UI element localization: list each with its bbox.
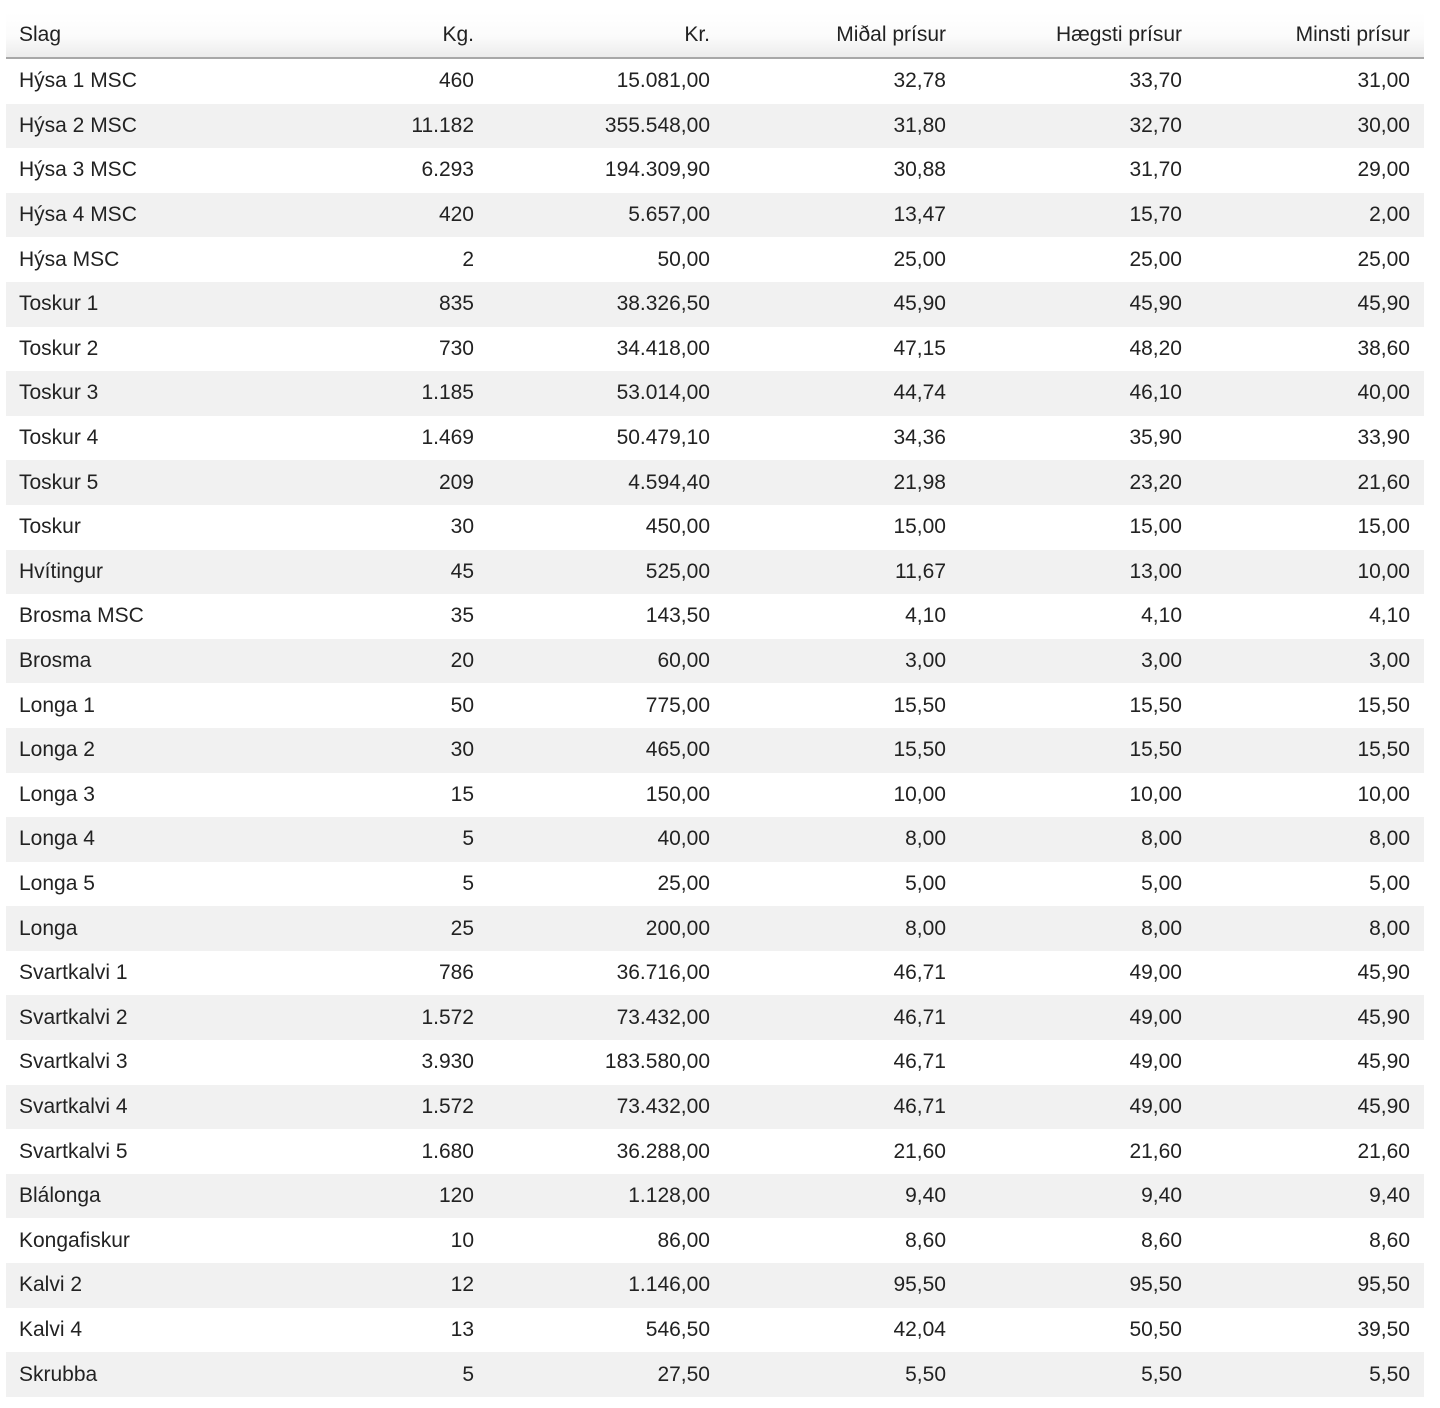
cell-haegsti-prisur: 45,90 [960,282,1196,327]
cell-slag: Hýsa 4 MSC [6,193,252,238]
table-row [6,282,1424,327]
cell-midal-prisur: 47,15 [724,327,960,372]
cell-minsti-prisur: 21,60 [1196,1129,1424,1174]
cell-kr: 53.014,00 [488,371,724,416]
cell-slag: Longa [6,906,252,951]
cell-kg: 5 [252,862,488,907]
cell-kg: 15 [252,773,488,818]
cell-midal-prisur: 21,98 [724,460,960,505]
table-row [6,237,1424,282]
table-row [6,1218,1424,1263]
cell-haegsti-prisur: 35,90 [960,416,1196,461]
cell-haegsti-prisur: 3,00 [960,639,1196,684]
cell-slag: Kalvi 4 [6,1308,252,1353]
cell-slag: Toskur [6,505,252,550]
cell-midal-prisur: 45,90 [724,282,960,327]
cell-slag: Longa 1 [6,683,252,728]
cell-haegsti-prisur: 15,50 [960,728,1196,773]
cell-haegsti-prisur: 13,00 [960,550,1196,595]
table-row [6,460,1424,505]
table-row [6,193,1424,238]
cell-slag: Skrubba [6,1352,252,1397]
table-row [6,817,1424,862]
cell-slag: Hýsa MSC [6,237,252,282]
cell-kg: 25 [252,906,488,951]
cell-slag: Hýsa 2 MSC [6,104,252,149]
table-row [6,1308,1424,1353]
cell-midal-prisur: 15,50 [724,683,960,728]
table-row [6,148,1424,193]
cell-slag: Svartkalvi 2 [6,995,252,1040]
cell-slag: Toskur 2 [6,327,252,372]
cell-minsti-prisur: 45,90 [1196,1040,1424,1085]
cell-kr: 36.288,00 [488,1129,724,1174]
cell-kg: 12 [252,1263,488,1308]
cell-haegsti-prisur: 31,70 [960,148,1196,193]
table-row [6,951,1424,996]
table-row [6,550,1424,595]
cell-slag: Toskur 1 [6,282,252,327]
cell-midal-prisur: 4,10 [724,594,960,639]
cell-minsti-prisur: 40,00 [1196,371,1424,416]
cell-kg: 20 [252,639,488,684]
table-row [6,58,1424,104]
cell-kg: 730 [252,327,488,372]
table-row [6,416,1424,461]
cell-slag: Longa 5 [6,862,252,907]
cell-kr: 4.594,40 [488,460,724,505]
cell-kr: 34.418,00 [488,327,724,372]
cell-midal-prisur: 21,60 [724,1129,960,1174]
cell-minsti-prisur: 95,50 [1196,1263,1424,1308]
cell-midal-prisur: 42,04 [724,1308,960,1353]
cell-kg: 30 [252,505,488,550]
cell-midal-prisur: 13,47 [724,193,960,238]
cell-midal-prisur: 44,74 [724,371,960,416]
cell-kg: 6.293 [252,148,488,193]
cell-slag: Blálonga [6,1174,252,1219]
cell-minsti-prisur: 15,50 [1196,683,1424,728]
cell-midal-prisur: 8,60 [724,1218,960,1263]
cell-kr: 5.657,00 [488,193,724,238]
column-header-kr[interactable]: Kr. [488,12,724,58]
table-row [6,995,1424,1040]
cell-kg: 1.680 [252,1129,488,1174]
cell-kg: 209 [252,460,488,505]
cell-slag: Kalvi 2 [6,1263,252,1308]
cell-minsti-prisur: 10,00 [1196,550,1424,595]
cell-midal-prisur: 8,00 [724,817,960,862]
cell-kg: 1.572 [252,995,488,1040]
cell-midal-prisur: 5,50 [724,1352,960,1397]
cell-haegsti-prisur: 4,10 [960,594,1196,639]
table-row [6,327,1424,372]
cell-minsti-prisur: 45,90 [1196,282,1424,327]
cell-midal-prisur: 8,00 [724,906,960,951]
cell-minsti-prisur: 8,60 [1196,1218,1424,1263]
cell-minsti-prisur: 15,50 [1196,728,1424,773]
cell-kr: 40,00 [488,817,724,862]
table-row [6,1085,1424,1130]
cell-kr: 194.309,90 [488,148,724,193]
cell-slag: Longa 4 [6,817,252,862]
cell-slag: Svartkalvi 5 [6,1129,252,1174]
cell-haegsti-prisur: 5,50 [960,1352,1196,1397]
cell-minsti-prisur: 30,00 [1196,104,1424,149]
cell-minsti-prisur: 10,00 [1196,773,1424,818]
cell-minsti-prisur: 8,00 [1196,906,1424,951]
cell-kg: 835 [252,282,488,327]
cell-slag: Svartkalvi 3 [6,1040,252,1085]
cell-minsti-prisur: 9,40 [1196,1174,1424,1219]
cell-haegsti-prisur: 32,70 [960,104,1196,149]
cell-kg: 5 [252,817,488,862]
cell-slag: Svartkalvi 4 [6,1085,252,1130]
cell-minsti-prisur: 33,90 [1196,416,1424,461]
cell-minsti-prisur: 45,90 [1196,1085,1424,1130]
cell-kr: 60,00 [488,639,724,684]
cell-haegsti-prisur: 5,00 [960,862,1196,907]
cell-kr: 36.716,00 [488,951,724,996]
cell-haegsti-prisur: 9,40 [960,1174,1196,1219]
column-header-minsti-prisur[interactable]: Minsti prísur [1196,12,1424,58]
cell-slag: Kongafiskur [6,1218,252,1263]
cell-kg: 30 [252,728,488,773]
column-header-midal-prisur[interactable]: Miðal prísur [724,12,960,58]
cell-midal-prisur: 31,80 [724,104,960,149]
cell-slag: Longa 2 [6,728,252,773]
cell-midal-prisur: 15,50 [724,728,960,773]
cell-slag: Brosma MSC [6,594,252,639]
cell-kg: 11.182 [252,104,488,149]
cell-minsti-prisur: 39,50 [1196,1308,1424,1353]
cell-haegsti-prisur: 8,60 [960,1218,1196,1263]
cell-kr: 1.128,00 [488,1174,724,1219]
cell-haegsti-prisur: 10,00 [960,773,1196,818]
cell-kr: 150,00 [488,773,724,818]
cell-minsti-prisur: 5,00 [1196,862,1424,907]
column-header-kg[interactable]: Kg. [252,12,488,58]
cell-haegsti-prisur: 49,00 [960,1040,1196,1085]
cell-kr: 183.580,00 [488,1040,724,1085]
cell-kg: 35 [252,594,488,639]
cell-haegsti-prisur: 49,00 [960,995,1196,1040]
cell-kr: 143,50 [488,594,724,639]
cell-midal-prisur: 30,88 [724,148,960,193]
cell-haegsti-prisur: 49,00 [960,1085,1196,1130]
column-header-slag[interactable]: Slag [6,12,252,58]
cell-minsti-prisur: 5,50 [1196,1352,1424,1397]
cell-haegsti-prisur: 33,70 [960,58,1196,104]
cell-minsti-prisur: 3,00 [1196,639,1424,684]
cell-kr: 73.432,00 [488,995,724,1040]
table-row [6,862,1424,907]
table-row [6,906,1424,951]
cell-slag: Hýsa 3 MSC [6,148,252,193]
cell-haegsti-prisur: 48,20 [960,327,1196,372]
table-row [6,773,1424,818]
cell-minsti-prisur: 4,10 [1196,594,1424,639]
price-table [6,12,1424,1397]
cell-kr: 200,00 [488,906,724,951]
table-row [6,1263,1424,1308]
cell-midal-prisur: 9,40 [724,1174,960,1219]
cell-midal-prisur: 10,00 [724,773,960,818]
cell-kg: 786 [252,951,488,996]
cell-kg: 420 [252,193,488,238]
cell-slag: Svartkalvi 1 [6,951,252,996]
cell-kr: 50.479,10 [488,416,724,461]
cell-kr: 465,00 [488,728,724,773]
table-row [6,728,1424,773]
table-row [6,1174,1424,1219]
cell-minsti-prisur: 29,00 [1196,148,1424,193]
cell-kg: 50 [252,683,488,728]
table-row [6,594,1424,639]
cell-haegsti-prisur: 46,10 [960,371,1196,416]
table-row [6,1352,1424,1397]
cell-haegsti-prisur: 15,00 [960,505,1196,550]
cell-kr: 86,00 [488,1218,724,1263]
table-body [6,58,1424,1397]
cell-kr: 38.326,50 [488,282,724,327]
cell-kg: 5 [252,1352,488,1397]
table-header [6,12,1424,58]
cell-minsti-prisur: 8,00 [1196,817,1424,862]
cell-kr: 546,50 [488,1308,724,1353]
cell-kr: 27,50 [488,1352,724,1397]
cell-midal-prisur: 5,00 [724,862,960,907]
cell-minsti-prisur: 25,00 [1196,237,1424,282]
cell-slag: Hýsa 1 MSC [6,58,252,104]
cell-kr: 450,00 [488,505,724,550]
cell-kr: 50,00 [488,237,724,282]
cell-haegsti-prisur: 49,00 [960,951,1196,996]
table-row [6,1040,1424,1085]
cell-kg: 2 [252,237,488,282]
cell-haegsti-prisur: 15,70 [960,193,1196,238]
cell-midal-prisur: 95,50 [724,1263,960,1308]
cell-haegsti-prisur: 95,50 [960,1263,1196,1308]
cell-midal-prisur: 32,78 [724,58,960,104]
cell-kg: 460 [252,58,488,104]
cell-minsti-prisur: 2,00 [1196,193,1424,238]
cell-minsti-prisur: 38,60 [1196,327,1424,372]
cell-minsti-prisur: 45,90 [1196,995,1424,1040]
cell-midal-prisur: 15,00 [724,505,960,550]
price-table-container [6,12,1424,1397]
cell-kg: 1.572 [252,1085,488,1130]
cell-midal-prisur: 46,71 [724,1040,960,1085]
cell-minsti-prisur: 21,60 [1196,460,1424,505]
cell-kg: 10 [252,1218,488,1263]
cell-slag: Brosma [6,639,252,684]
cell-midal-prisur: 46,71 [724,1085,960,1130]
cell-midal-prisur: 25,00 [724,237,960,282]
column-header-haegsti-prisur[interactable]: Hægsti prísur [960,12,1196,58]
cell-minsti-prisur: 31,00 [1196,58,1424,104]
cell-haegsti-prisur: 8,00 [960,817,1196,862]
cell-kg: 1.469 [252,416,488,461]
table-row [6,505,1424,550]
cell-kr: 355.548,00 [488,104,724,149]
table-row [6,371,1424,416]
header-row [6,12,1424,58]
cell-kg: 3.930 [252,1040,488,1085]
cell-slag: Longa 3 [6,773,252,818]
cell-midal-prisur: 46,71 [724,951,960,996]
cell-haegsti-prisur: 50,50 [960,1308,1196,1353]
table-row [6,104,1424,149]
cell-haegsti-prisur: 21,60 [960,1129,1196,1174]
table-row [6,639,1424,684]
cell-slag: Hvítingur [6,550,252,595]
cell-midal-prisur: 34,36 [724,416,960,461]
cell-haegsti-prisur: 25,00 [960,237,1196,282]
table-row [6,683,1424,728]
cell-haegsti-prisur: 23,20 [960,460,1196,505]
cell-midal-prisur: 3,00 [724,639,960,684]
cell-kr: 25,00 [488,862,724,907]
cell-haegsti-prisur: 8,00 [960,906,1196,951]
cell-haegsti-prisur: 15,50 [960,683,1196,728]
cell-slag: Toskur 4 [6,416,252,461]
cell-midal-prisur: 11,67 [724,550,960,595]
table-row [6,1129,1424,1174]
cell-kr: 775,00 [488,683,724,728]
cell-minsti-prisur: 15,00 [1196,505,1424,550]
cell-minsti-prisur: 45,90 [1196,951,1424,996]
cell-kr: 73.432,00 [488,1085,724,1130]
cell-kr: 1.146,00 [488,1263,724,1308]
cell-slag: Toskur 5 [6,460,252,505]
cell-midal-prisur: 46,71 [724,995,960,1040]
cell-kg: 1.185 [252,371,488,416]
cell-kg: 120 [252,1174,488,1219]
cell-kr: 15.081,00 [488,58,724,104]
cell-slag: Toskur 3 [6,371,252,416]
cell-kr: 525,00 [488,550,724,595]
cell-kg: 13 [252,1308,488,1353]
cell-kg: 45 [252,550,488,595]
